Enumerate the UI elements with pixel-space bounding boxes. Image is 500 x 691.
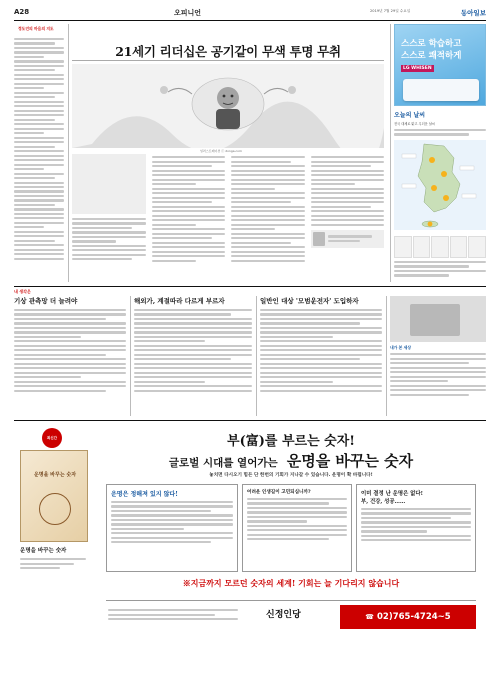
weather-title: 오늘의 날씨 (394, 112, 426, 119)
forecast-day (394, 236, 412, 258)
ad-line-2: 스스로 쾌적하게 (401, 51, 462, 61)
opinion-col-2 (134, 296, 252, 416)
opinion-title-3: 일반인 대상 '모범운전자' 도입하자 (260, 297, 359, 305)
forecast-day (450, 236, 468, 258)
photo-caption: 일러스트레이션 ⓒ donga.com (200, 149, 242, 153)
book-cover-title: 운명을 바꾸는 숫자 (33, 472, 77, 478)
ad-phone: 02)765-4724~5 (377, 612, 451, 622)
book-cover (20, 450, 88, 542)
sun-icon (443, 195, 449, 201)
weather-map (394, 140, 486, 230)
divider (256, 296, 257, 416)
column-text (14, 38, 64, 260)
side-photo (390, 296, 486, 342)
columnist-photo (313, 232, 325, 246)
ad-bottom-line: ※지금까지 모르던 숫자의 세계! 기회는 늘 기다리지 않습니다 (182, 578, 400, 588)
ad-box-2-title: 어려운 인생길이 고민되십니까? (247, 490, 311, 495)
opinion-label: 내 생각은 (14, 289, 31, 294)
headline-rule (72, 60, 384, 61)
phone-icon: ☎ (365, 613, 375, 621)
divider (68, 24, 69, 282)
ad-headline-2 (106, 450, 476, 471)
body-col-3 (231, 154, 305, 282)
body-col-2 (152, 154, 226, 282)
ad-box-3-sub: 부, 건강, 성공…… (361, 499, 406, 505)
opinion-col-1 (14, 296, 126, 416)
ad-footer (106, 600, 476, 634)
weather-subtitle: 전국 대체로 맑고 무더운 날씨 (394, 122, 436, 126)
ad-line-1: 스스로 학습하고 (401, 39, 462, 49)
article-headline: 21세기 리더십은 공기같이 무색 투명 무취 (115, 44, 341, 59)
ad-footer-info (108, 607, 238, 623)
divider (390, 24, 391, 282)
ad-brand: LG WHISEN (403, 66, 432, 71)
page-number: A28 (14, 8, 30, 16)
aircon-ad (394, 24, 486, 106)
forecast-day (468, 236, 486, 258)
sun-icon (441, 171, 447, 177)
book-title-below: 운명을 바꾸는 숫자 (20, 548, 67, 554)
book-info (20, 556, 86, 572)
paper-logo: 동아일보 (460, 9, 486, 17)
opinion-col-3 (260, 296, 382, 416)
ad-box-1-title: 운명은 정해져 있지 않다! (111, 491, 178, 498)
weekly-forecast (394, 236, 486, 258)
article-illustration (72, 64, 384, 148)
page-header (14, 8, 486, 18)
ad-box-3-title: 이미 결정 난 운명은 없다! (361, 491, 423, 497)
forecast-day (413, 236, 431, 258)
book-ad (14, 424, 486, 682)
opinion-title-2: 해외가, 계절따라 다르게 부르자 (134, 297, 225, 305)
section-name: 오피니언 (174, 9, 202, 17)
column-left (14, 24, 64, 282)
issue-date: 2019년 7월 29일 수요일 (370, 9, 411, 13)
weather-box (394, 110, 486, 282)
forecast-day (431, 236, 449, 258)
side-column (390, 296, 486, 416)
ad-phone-box (340, 605, 476, 629)
sun-icon (431, 185, 437, 191)
body-col-4 (311, 154, 385, 282)
columnist-box (311, 230, 385, 248)
ad-box-2 (242, 484, 352, 572)
sun-icon (428, 222, 433, 227)
side-label: 내가 본 세상 (390, 345, 411, 350)
column-label: 정도언의 마음의 지도 (18, 26, 54, 31)
article-body (72, 154, 384, 282)
ad-headline-2b: 운명을 바꾸는 숫자 (286, 452, 414, 470)
aircon-unit-image (403, 79, 479, 101)
ad-box-1 (106, 484, 238, 572)
opinion-title-1: 기상 관측망 더 늘려야 (14, 297, 78, 305)
ad-headline-1: 부(富)를 부르는 숫자! (227, 434, 355, 449)
badge-text: 최신간 (46, 435, 58, 440)
ad-tagline: 놓치면 다시오기 힘든 단 한번의 기회가 지나갈 수 있습니다. 운명이 확 바뀝니다! (209, 473, 373, 478)
body-col-1 (72, 154, 146, 282)
divider (130, 296, 131, 416)
ad-headline-2a: 글로벌 시대를 열어가는 (168, 457, 278, 469)
author-photo-space (72, 154, 146, 214)
leader-illustration (72, 64, 384, 148)
ad-rule (14, 420, 486, 421)
section-rule (14, 286, 486, 287)
new-book-badge (42, 428, 62, 448)
ad-company: 신정인당 (266, 610, 301, 620)
ad-box-3 (356, 484, 476, 572)
divider (386, 296, 387, 416)
header-rule (14, 20, 486, 21)
sun-icon (429, 157, 435, 163)
